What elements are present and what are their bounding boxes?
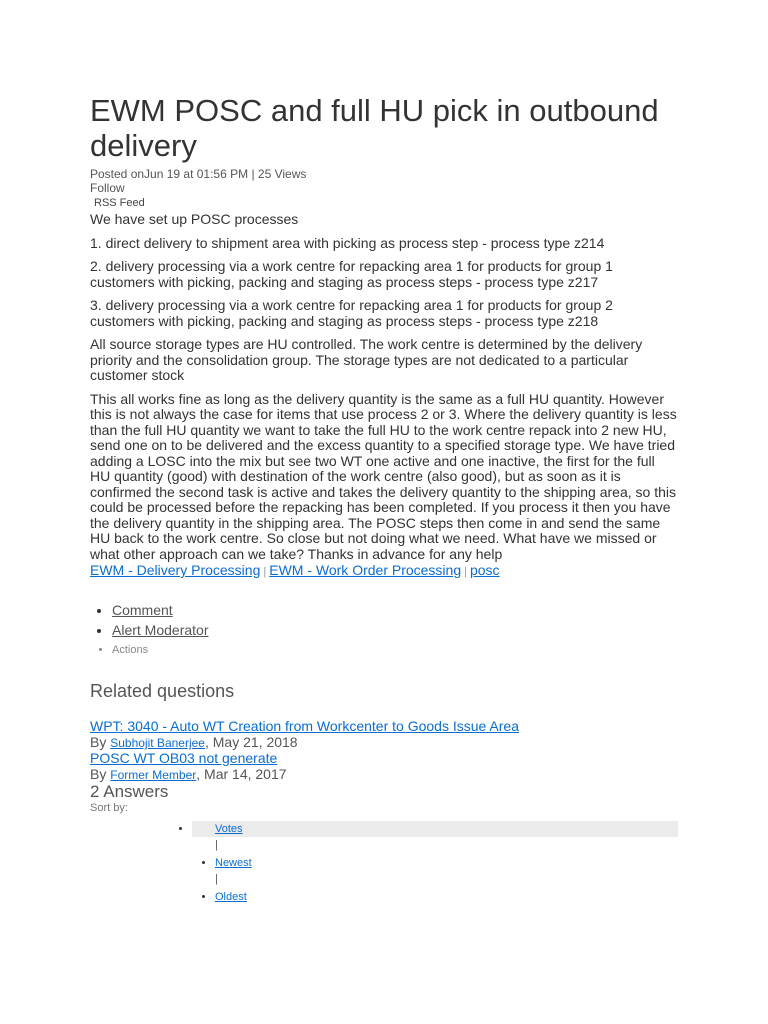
body-paragraph: 3. delivery processing via a work centre for repacking area 1 for products for group 2 customers with picking, packing and staging as process steps - process type z218: [90, 297, 613, 329]
sort-votes-link[interactable]: Votes: [215, 823, 243, 835]
sort-separator-item: [215, 837, 678, 853]
question-body: [90, 212, 678, 562]
byline-date: , Mar 14, 2017: [196, 766, 287, 782]
question-page: [90, 93, 678, 905]
tag-list: [90, 562, 678, 581]
related-question-byline: [90, 734, 678, 751]
actions-menu-item[interactable]: [112, 640, 678, 660]
sort-option-newest[interactable]: [215, 855, 678, 871]
author-link[interactable]: Former Member: [110, 768, 197, 782]
related-question-byline: [90, 766, 678, 783]
body-paragraph: 1. direct delivery to shipment area with picking as process step - process type z214: [90, 234, 605, 251]
related-question-link[interactable]: WPT: 3040 - Auto WT Creation from Workcenter to Goods Issue Area: [90, 718, 519, 734]
sort-oldest-link[interactable]: Oldest: [215, 891, 247, 903]
related-question: [90, 751, 678, 783]
follow-link[interactable]: Follow: [90, 181, 125, 195]
tag-ewm-work-order-processing[interactable]: EWM - Work Order Processing: [269, 562, 462, 578]
tag-separator: |: [464, 566, 467, 578]
comment-link[interactable]: Comment: [112, 602, 173, 618]
sort-separator: |: [215, 873, 218, 885]
tag-posc[interactable]: posc: [469, 562, 500, 578]
alert-moderator-item: [112, 620, 678, 640]
author-link[interactable]: Subhojit Banerjee: [110, 736, 205, 750]
question-actions: [90, 600, 678, 660]
body-paragraph: 2. delivery processing via a work centre for repacking area 1 for products for group 1 customers with picking, packing and staging as process steps - process type z217: [90, 258, 613, 290]
sort-separator: |: [215, 839, 218, 851]
rss-feed-link[interactable]: RSS Feed: [94, 197, 145, 209]
comment-item: [112, 600, 678, 620]
actions-menu-label[interactable]: Actions: [112, 644, 149, 656]
sort-newest-link[interactable]: Newest: [215, 857, 252, 869]
sort-options: [192, 821, 678, 905]
tag-ewm-delivery-processing[interactable]: EWM - Delivery Processing: [90, 562, 261, 578]
sort-option-votes[interactable]: [192, 821, 678, 837]
post-meta: Posted onJun 19 at 01:56 PM | 25 Views: [90, 167, 307, 181]
body-paragraph: All source storage types are HU controlled. The work centre is determined by the delivery priority and the consolidation group. The storage types are not dedicated to a particular customer stock: [90, 336, 643, 383]
sort-option-oldest[interactable]: [215, 889, 678, 905]
sort-by-label: Sort by:: [90, 802, 128, 814]
tag-separator: |: [263, 566, 267, 578]
related-question-link[interactable]: POSC WT OB03 not generate: [90, 750, 278, 766]
byline-prefix: By: [90, 766, 111, 782]
byline-date: , May 21, 2018: [204, 734, 298, 750]
related-questions-heading: Related questions: [90, 681, 235, 701]
sort-separator-item: [215, 871, 678, 887]
body-paragraph: We have set up POSC processes: [90, 211, 299, 227]
related-question: [90, 719, 678, 751]
body-paragraph: This all works fine as long as the delivery quantity is the same as a full HU quantity. However this is not always the case for items that use process 2 or 3. Where the delivery quantity is less than the full HU quantity we want to take the full HU to the work centre repack into 2 new HU, send one on to be delivered and the excess quantity to a specified storage type. We have tried adding a LOSC into the mix but see two WT one active and one inactive, the first for the full HU quantity (good) with destination of the work centre (also good), but as soon as it is confirmed the second task is active and takes the delivery quantity to the shipping area, so this could be processed before the repacking has been completed. If you process it then you have the delivery quantity in the shipping area. The POSC steps then come in and send the same HU back to the work centre. So close but not doing what we need. What have we missed or what other approach can we take? Thanks in advance for any help: [90, 390, 677, 562]
question-title: EWM POSC and full HU pick in outbound delivery: [90, 93, 659, 163]
related-questions-list: [90, 719, 678, 783]
answers-count: 2 Answers: [90, 782, 169, 801]
byline-prefix: By: [90, 734, 111, 750]
alert-moderator-link[interactable]: Alert Moderator: [112, 622, 209, 638]
